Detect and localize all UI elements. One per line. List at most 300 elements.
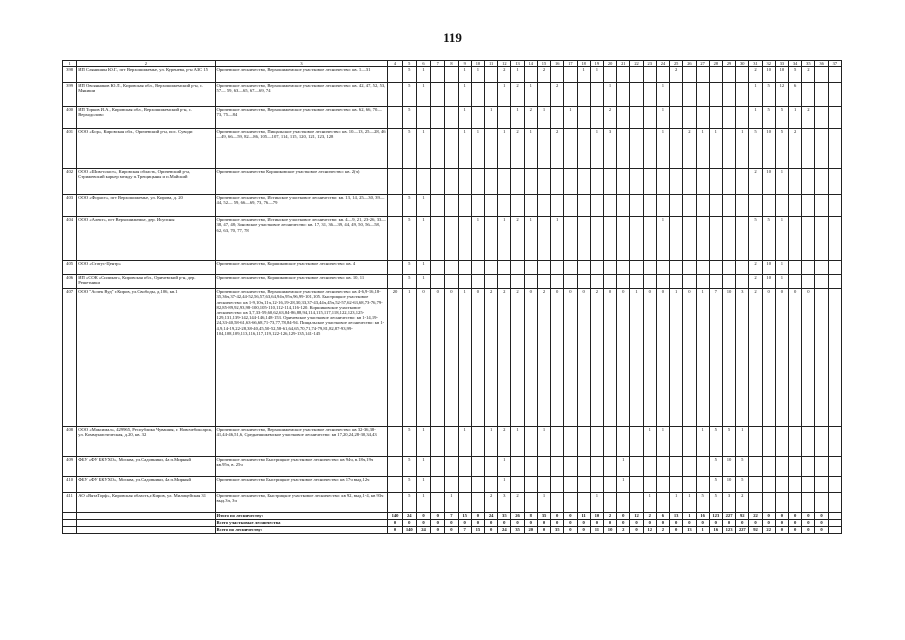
value-cell: 1	[485, 107, 498, 129]
value-cell	[696, 169, 709, 195]
value-cell	[590, 107, 603, 129]
header-cell: 31	[749, 61, 762, 67]
value-cell	[722, 67, 735, 83]
value-cell: 1	[617, 477, 630, 493]
value-cell	[537, 83, 550, 107]
value-cell: 1	[416, 261, 430, 275]
header-cell: 3	[215, 61, 388, 67]
summary-row	[63, 520, 842, 527]
value-cell	[762, 477, 775, 493]
value-cell	[656, 493, 669, 513]
summary-value: 0	[564, 527, 577, 534]
value-cell: 5	[762, 217, 775, 261]
summary-value: 0	[498, 520, 511, 527]
value-cell	[603, 275, 616, 289]
value-cell	[388, 83, 402, 107]
table-row	[63, 457, 842, 477]
summary-value: 0	[402, 520, 416, 527]
summary-value	[828, 527, 841, 534]
value-cell	[802, 129, 815, 169]
summary-value: 0	[590, 520, 603, 527]
summary-value: 0	[551, 513, 564, 520]
value-cell	[590, 83, 603, 107]
value-cell	[485, 83, 498, 107]
value-cell	[828, 457, 841, 477]
value-cell: 0	[643, 289, 656, 427]
value-cell	[388, 169, 402, 195]
value-cell	[775, 457, 788, 477]
value-cell	[630, 275, 643, 289]
value-cell	[696, 107, 709, 129]
value-cell	[537, 457, 550, 477]
value-cell	[789, 457, 802, 477]
summary-value: 0	[564, 520, 577, 527]
value-cell	[445, 107, 458, 129]
summary-value: 20	[524, 527, 537, 534]
value-cell	[388, 67, 402, 83]
value-cell	[485, 477, 498, 493]
value-cell	[537, 169, 550, 195]
value-cell	[617, 129, 630, 169]
value-cell: 5	[789, 67, 802, 83]
value-cell	[498, 261, 511, 275]
header-cell: 28	[709, 61, 722, 67]
header-cell: 36	[815, 61, 828, 67]
value-cell	[471, 493, 484, 513]
summary-value: 35	[551, 527, 564, 534]
summary-label: Всего по лесничеству:	[215, 527, 388, 534]
table-row	[63, 83, 842, 107]
value-cell	[458, 457, 471, 477]
value-cell	[736, 261, 749, 275]
value-cell	[590, 261, 603, 275]
value-cell: 1	[416, 83, 430, 107]
value-cell: 1	[749, 83, 762, 107]
value-cell: 0	[617, 289, 630, 427]
value-cell	[630, 169, 643, 195]
value-cell	[524, 169, 537, 195]
value-cell	[471, 261, 484, 275]
value-cell	[815, 83, 828, 107]
organization-cell: ФБУ «ФУ БКУХО», Москва, ул.Садовники, 4а п.Мирный	[77, 457, 215, 477]
value-cell	[551, 195, 564, 217]
value-cell	[643, 275, 656, 289]
table-row	[63, 107, 842, 129]
value-cell: 2	[485, 289, 498, 427]
summary-row	[63, 527, 842, 534]
value-cell: 1	[416, 457, 430, 477]
value-cell	[458, 493, 471, 513]
value-cell	[445, 457, 458, 477]
value-cell: 1	[416, 217, 430, 261]
summary-value: 0	[696, 520, 709, 527]
value-cell: 1	[458, 83, 471, 107]
value-cell	[431, 275, 445, 289]
value-cell	[670, 275, 683, 289]
value-cell	[789, 275, 802, 289]
header-cell: 17	[564, 61, 577, 67]
value-cell: 2	[511, 289, 524, 427]
value-cell: 10	[775, 67, 788, 83]
header-cell: 21	[617, 61, 630, 67]
value-cell: 10	[722, 289, 735, 427]
value-cell	[524, 275, 537, 289]
value-cell	[431, 129, 445, 169]
value-cell	[564, 275, 577, 289]
summary-value: 0	[617, 513, 630, 520]
value-cell	[458, 217, 471, 261]
value-cell	[617, 261, 630, 275]
value-cell	[828, 427, 841, 457]
value-cell: 1	[498, 83, 511, 107]
value-cell	[402, 169, 416, 195]
summary-value: 22	[749, 513, 762, 520]
value-cell	[498, 195, 511, 217]
value-cell: 1	[590, 493, 603, 513]
summary-value: 0	[722, 520, 735, 527]
value-cell	[630, 427, 643, 457]
header-cell: 12	[498, 61, 511, 67]
value-cell: 1	[617, 457, 630, 477]
value-cell: 1	[511, 427, 524, 457]
value-cell: 1	[471, 217, 484, 261]
value-cell	[749, 493, 762, 513]
value-cell	[670, 477, 683, 493]
summary-value: 24	[416, 527, 430, 534]
organization-cell: ИП Слянишин Ю.Г., пгт Верхошижемье, ул. Куренева, р-н АЗС 15	[77, 67, 215, 83]
value-cell	[643, 67, 656, 83]
value-cell	[789, 169, 802, 195]
value-cell	[603, 195, 616, 217]
value-cell: 2	[736, 493, 749, 513]
value-cell: 0	[762, 289, 775, 427]
value-cell: 10	[762, 275, 775, 289]
value-cell: 5	[402, 129, 416, 169]
value-cell	[577, 457, 590, 477]
summary-value	[828, 520, 841, 527]
value-cell	[775, 427, 788, 457]
value-cell: 5	[402, 275, 416, 289]
value-cell	[388, 217, 402, 261]
value-cell: 1	[683, 493, 696, 513]
value-cell	[445, 67, 458, 83]
value-cell	[683, 217, 696, 261]
value-cell	[445, 129, 458, 169]
value-cell: 5	[775, 107, 788, 129]
value-cell	[431, 107, 445, 129]
summary-blank	[77, 520, 215, 527]
value-cell	[670, 107, 683, 129]
value-cell	[709, 83, 722, 107]
table-row	[63, 195, 842, 217]
header-cell: 35	[802, 61, 815, 67]
summary-value: 15	[471, 527, 484, 534]
value-cell	[802, 477, 815, 493]
value-cell	[458, 169, 471, 195]
value-cell	[617, 493, 630, 513]
value-cell	[670, 169, 683, 195]
value-cell: 5	[749, 129, 762, 169]
value-cell	[683, 457, 696, 477]
value-cell: 5	[402, 427, 416, 457]
value-cell: 12	[775, 83, 788, 107]
value-cell	[471, 107, 484, 129]
value-cell	[617, 275, 630, 289]
value-cell: 0	[656, 289, 669, 427]
summary-value: 0	[471, 513, 484, 520]
value-cell: 2	[590, 289, 603, 427]
value-cell: 5	[762, 107, 775, 129]
value-cell	[537, 261, 550, 275]
summary-blank	[77, 527, 215, 534]
summary-value: 10	[590, 513, 603, 520]
value-cell: 5	[736, 477, 749, 493]
value-cell	[630, 477, 643, 493]
value-cell: 5	[402, 261, 416, 275]
value-cell: 1	[524, 129, 537, 169]
value-cell	[683, 83, 696, 107]
value-cell	[696, 275, 709, 289]
location-cell: Оричевское лесничество, Коршиковское участковое лесничество: кв. 4	[215, 261, 388, 275]
value-cell: 0	[683, 289, 696, 427]
value-cell	[722, 107, 735, 129]
value-cell: 1	[789, 107, 802, 129]
value-cell	[736, 275, 749, 289]
value-cell	[537, 129, 550, 169]
value-cell: 2	[511, 83, 524, 107]
value-cell	[630, 261, 643, 275]
row-number: 408	[63, 427, 77, 457]
summary-value: 2	[643, 513, 656, 520]
value-cell	[388, 195, 402, 217]
value-cell: 1	[775, 217, 788, 261]
header-cell: 9	[458, 61, 471, 67]
header-cell: 26	[683, 61, 696, 67]
summary-value: 0	[656, 520, 669, 527]
value-cell: 0	[789, 289, 802, 427]
value-cell	[564, 477, 577, 493]
value-cell	[551, 493, 564, 513]
value-cell: 5	[709, 477, 722, 493]
value-cell	[603, 457, 616, 477]
location-cell: Оричевское лесничество Быстрицкое участковое лесничество: кв 17ч выд.12ч	[215, 477, 388, 493]
value-cell: 0	[471, 289, 484, 427]
value-cell	[537, 275, 550, 289]
value-cell	[762, 457, 775, 477]
header-cell: 10	[471, 61, 484, 67]
header-cell: 29	[722, 61, 735, 67]
value-cell: 10	[722, 477, 735, 493]
value-cell	[775, 477, 788, 493]
value-cell	[815, 129, 828, 169]
row-number: 407	[63, 289, 77, 427]
value-cell	[683, 107, 696, 129]
value-cell	[802, 261, 815, 275]
location-cell: Оричевское лесничество, Истинское участковое лесничество: кв. 13, 14, 25—30, 39—44, 52— 59, 66—69, 73, 76—79	[215, 195, 388, 217]
value-cell	[564, 129, 577, 169]
summary-value: 0	[815, 527, 828, 534]
value-cell: 1	[603, 83, 616, 107]
summary-value: 0	[577, 527, 590, 534]
registry-table	[62, 60, 842, 534]
value-cell	[431, 67, 445, 83]
value-cell	[551, 427, 564, 457]
summary-value: 0	[709, 520, 722, 527]
value-cell	[736, 217, 749, 261]
summary-value: 24	[402, 513, 416, 520]
value-cell: 2	[537, 67, 550, 83]
value-cell: 2	[511, 493, 524, 513]
value-cell	[577, 427, 590, 457]
value-cell: 0	[445, 289, 458, 427]
table-row	[63, 217, 842, 261]
summary-value: 0	[630, 520, 643, 527]
value-cell	[431, 217, 445, 261]
value-cell	[524, 477, 537, 493]
value-cell	[564, 493, 577, 513]
value-cell	[775, 195, 788, 217]
value-cell	[617, 169, 630, 195]
value-cell: 1	[416, 477, 430, 493]
value-cell: 2	[511, 217, 524, 261]
location-cell: Оричевское лесничество, Пищальское участковое лесничество: кв. 10—13, 25—28, 46—49, 66—59, 82—86, 105—107, 114, 115, 120, 121, 123, 128	[215, 129, 388, 169]
summary-value: 0	[524, 520, 537, 527]
value-cell	[458, 261, 471, 275]
value-cell	[564, 67, 577, 83]
value-cell: 1	[458, 129, 471, 169]
value-cell	[670, 129, 683, 169]
summary-value: 0	[603, 520, 616, 527]
value-cell	[656, 169, 669, 195]
header-cell: 1	[63, 61, 77, 67]
value-cell	[736, 169, 749, 195]
value-cell	[577, 169, 590, 195]
value-cell: 0	[416, 289, 430, 427]
value-cell: 0	[524, 289, 537, 427]
value-cell	[445, 217, 458, 261]
value-cell	[471, 427, 484, 457]
value-cell	[828, 107, 841, 129]
value-cell: 5	[775, 129, 788, 169]
summary-value: 0	[802, 520, 815, 527]
row-number: 401	[63, 129, 77, 169]
value-cell	[736, 107, 749, 129]
value-cell	[802, 493, 815, 513]
value-cell	[656, 261, 669, 275]
value-cell	[828, 261, 841, 275]
summary-value: 0	[802, 513, 815, 520]
value-cell	[485, 67, 498, 83]
value-cell	[815, 217, 828, 261]
organization-cell: ИП Овсянников Ю.Л., Кировская обл., Верхошижемский р-н, с. Мякиши	[77, 83, 215, 107]
value-cell	[524, 457, 537, 477]
summary-value: 0	[485, 520, 498, 527]
value-cell	[603, 477, 616, 493]
table-row	[63, 427, 842, 457]
value-cell	[643, 261, 656, 275]
value-cell	[643, 83, 656, 107]
value-cell: 1	[416, 275, 430, 289]
summary-value: 6	[656, 513, 669, 520]
summary-value: 12	[630, 513, 643, 520]
value-cell	[789, 477, 802, 493]
value-cell	[709, 169, 722, 195]
summary-value: 0	[789, 520, 802, 527]
value-cell: 0	[564, 289, 577, 427]
value-cell	[431, 493, 445, 513]
value-cell: 1	[402, 289, 416, 427]
summary-value: 0	[789, 527, 802, 534]
summary-value: 0	[815, 513, 828, 520]
value-cell	[485, 275, 498, 289]
value-cell	[828, 129, 841, 169]
value-cell	[431, 261, 445, 275]
location-cell: Оричевское лесничество, Верхошижемское участковое лесничество: кв 4-6,9-16,18-35,36ч,37-42,44-52,56,57,63,64,94ч,95ч,96,99-101,105. Быстрицкое участковое лесничество: кв 1-9,10ч,11ч,12-16,19-28,30,33,37-43,44ч,45ч,52-57,62-63,68,73-76,79-82,85-89,92,93,98-100,105-110,112-114,116-120. Коршиковское участковое лесничество: кв 3,7,33-59,60,62,63,84-86,88,94,114,115,117,118,122,123,125-129,131,139-142,144-146,148-153. Оричевское участковое лесничество: кв 1-14,19-24,33-40,58-61,63-66,68,71-73,77,78,84-94. Пищальское участковое лесничество: кв 1-4,9,14-19,22-28,38-40,45,50-52,58-61,64,65,70,71,74-79,81,82,87-93,99-104,108,109,113,116,117,119,122-126,129-135,141-145	[215, 289, 388, 427]
header-cell: 22	[630, 61, 643, 67]
summary-value: 0	[775, 513, 788, 520]
value-cell	[670, 427, 683, 457]
summary-value: 35	[498, 513, 511, 520]
value-cell	[471, 195, 484, 217]
value-cell	[388, 493, 402, 513]
organization-cell: ООО «Алект», пгт Верхошижемье, дер. Исупсны	[77, 217, 215, 261]
value-cell: 2	[749, 275, 762, 289]
value-cell	[762, 195, 775, 217]
value-cell: 2	[802, 107, 815, 129]
row-number: 411	[63, 493, 77, 513]
value-cell	[643, 169, 656, 195]
value-cell	[551, 169, 564, 195]
value-cell	[416, 107, 430, 129]
summary-value: 0	[775, 520, 788, 527]
value-cell: 5	[709, 493, 722, 513]
summary-value: 35	[511, 527, 524, 534]
value-cell	[445, 261, 458, 275]
value-cell: 1	[498, 217, 511, 261]
value-cell	[656, 195, 669, 217]
value-cell: 1	[524, 217, 537, 261]
value-cell	[630, 457, 643, 477]
value-cell: 3	[736, 289, 749, 427]
value-cell	[388, 477, 402, 493]
value-cell: 1	[498, 129, 511, 169]
organization-cell: ИП «СОК «Силикат», Кировская обл., Оричевский р-н, дер. Решетники	[77, 275, 215, 289]
summary-value: 0	[617, 520, 630, 527]
summary-value: 24	[485, 513, 498, 520]
value-cell: 0	[551, 289, 564, 427]
value-cell: 10	[762, 129, 775, 169]
value-cell	[630, 67, 643, 83]
value-cell	[485, 195, 498, 217]
value-cell: 1	[696, 427, 709, 457]
value-cell	[815, 107, 828, 129]
value-cell	[388, 275, 402, 289]
value-cell: 1	[749, 107, 762, 129]
value-cell	[388, 261, 402, 275]
value-cell: 1	[471, 129, 484, 169]
value-cell: 1	[775, 261, 788, 275]
value-cell	[577, 477, 590, 493]
value-cell	[431, 477, 445, 493]
header-cell: 2	[77, 61, 215, 67]
value-cell	[643, 477, 656, 493]
value-cell	[511, 477, 524, 493]
summary-value: 0	[485, 527, 498, 534]
value-cell	[445, 477, 458, 493]
value-cell	[722, 275, 735, 289]
header-cell: 34	[789, 61, 802, 67]
summary-value: 227	[736, 527, 749, 534]
